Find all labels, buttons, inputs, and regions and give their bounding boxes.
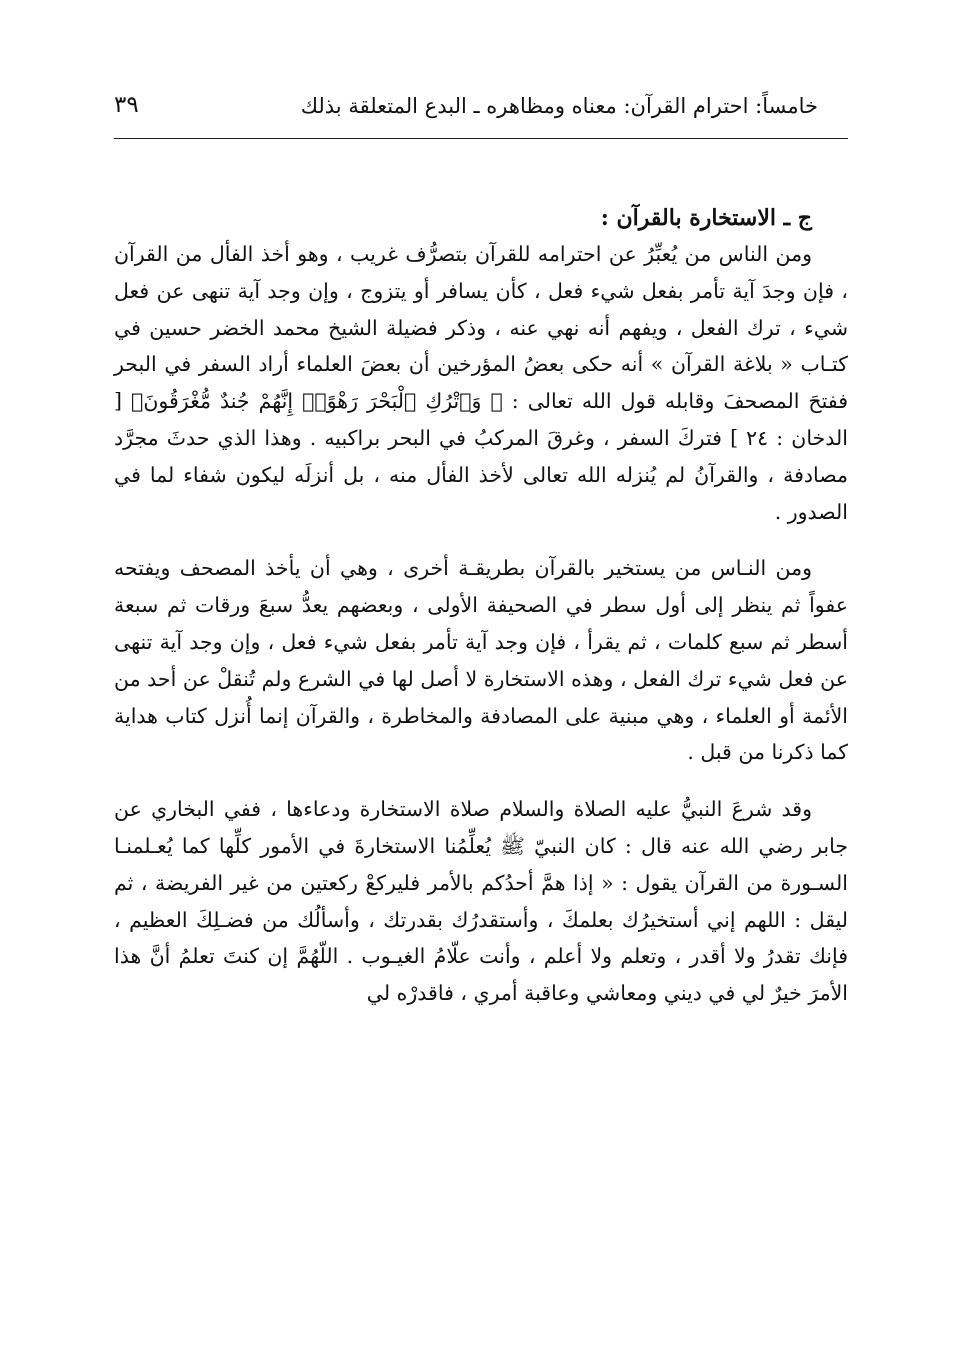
paragraph-fal-from-quran: ومن الناس من يُعبِّرُ عن احترامه للقرآن بتصرُّف غريب ، وهو أخذ الفأل من القرآن ، فإن وجدَ آية تأمر بفعل شيء فعل ، كأن يسافر أو يتزوج ، وإن وجد آية تنهى عن فعل شيء ، ترك الفعل ، ويفهم أنه نهي عنه ، وذكر فضيلة الشيخ محمد الخضر حسين في كتـاب « بلاغة القرآن » أنه حكى بعضُ المؤرخين أن بعضَ العلماء أراد السفر في البحر ففتحَ المصحفَ وقابله قول الله تعالى : ﴿ وَٱتْرُكِ ٱلْبَحْرَ رَهْوًاۖ إِنَّهُمْ جُندٌ مُّغْرَقُونَ﴾ [ الدخان : ٢٤ ] فتركَ السفر ، وغرقَ المركبُ في البحر براكبيه . وهذا الذي حدثَ مجرَّد مصادفة ، والقرآنُ لم يُنزله الله تعالى لأخذ الفأل منه ، بل أنزلَه ليكون شفاء لما في الصدور . xyxy=(114,242,848,524)
header-rule xyxy=(114,138,848,139)
paragraph-istikhara-prayer: وقد شرعَ النبيُّ عليه الصلاة والسلام صلاة الاستخارة ودعاءها ، ففي البخاري عن جابر رضي الله عنه قال : كان النبيّ ﷺ يُعلِّمُنا الاستخارةَ في الأمور كلِّها كما يُعـلمنـا السـورة من القرآن يقول : « إذا همَّ أحدُكم بالأمر فليركعْ ركعتين من غير الفريضة ، ثم ليقل : اللهم إني أستخيرُك بعلمكَ ، وأستقدرُك بقدرتك ، وأسألُك من فضـلِكَ العظيم ، فإنك تقدرُ ولا أقدر ، وتعلم ولا أعلم ، وأنت علّامُ الغيـوب . اللّهُمَّ إن كنتَ تعلمُ أنَّ هذا الأمرَ خيرٌ لي في ديني ومعاشي وعاقبة أمري ، فاقدرْه لي xyxy=(114,797,848,1006)
page-header xyxy=(114,88,848,132)
page-number: ٣٩ xyxy=(114,92,139,118)
page-body xyxy=(114,200,848,1012)
paragraph-another-method: ومن النـاس من يستخير بالقرآن بطريقـة أخرى ، وهي أن يأخذ المصحف ويفتحه عفواً ثم ينظر إلى أول سطر في الصحيفة الأولى ، وبعضهم يعدُّ سبعَ ورقات ثم سبعة أسطر ثم سبع كلمات ، ثم يقرأ ، فإن وجد آية تأمر بفعل شيء فعل ، وإن وجد آية تنهى عن فعل شيء ترك الفعل ، وهذه الاستخارة لا أصل لها في الشرع ولم تُنقلْ عن أحد من الأئمة أو العلماء ، وهي مبنية على المصادفة والمخاطرة ، والقرآن إنما أُنزل كتاب هداية كما ذكرنا من قبل . xyxy=(114,556,848,765)
section-heading: ج ـ الاستخارة بالقرآن : xyxy=(600,205,812,231)
running-head: خامساً: احترام القرآن: معناه ومظاهره ـ البدع المتعلقة بذلك xyxy=(300,94,818,118)
